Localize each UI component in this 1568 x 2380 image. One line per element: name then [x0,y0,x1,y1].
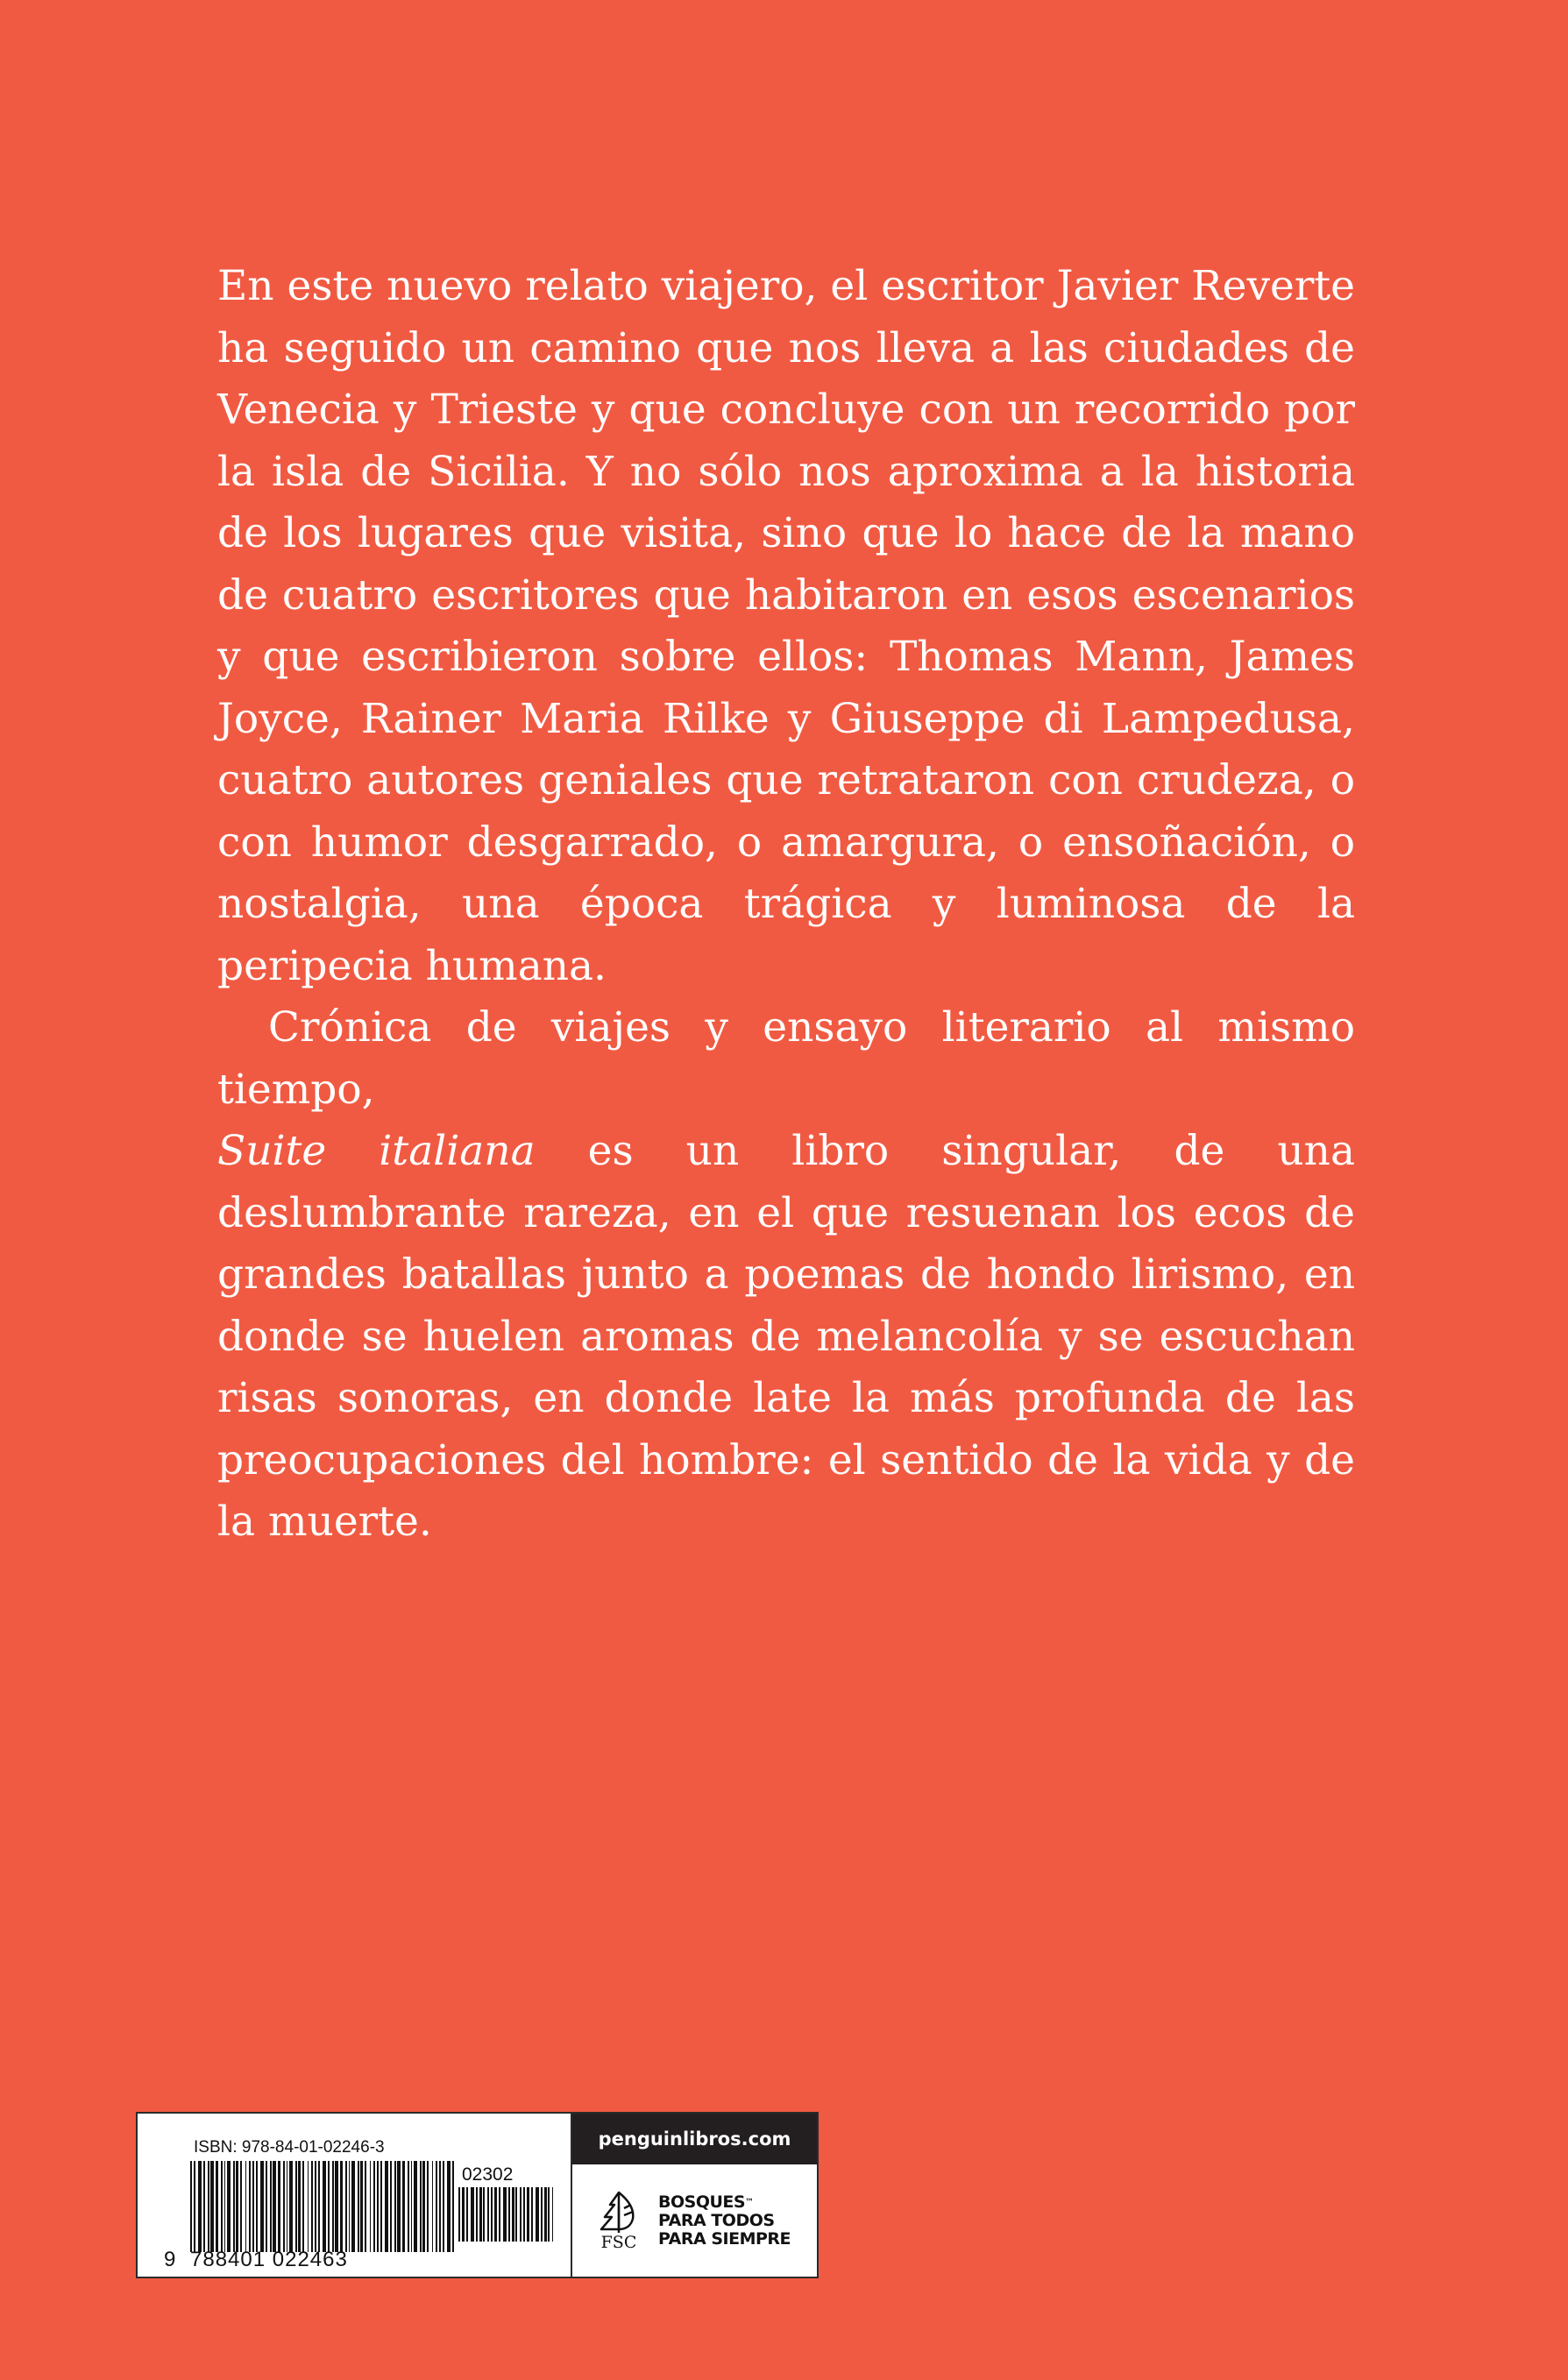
fsc-certification [572,2164,817,2277]
fsc-slogan-line-2: PARA TODOS [658,2210,775,2230]
blurb-paragraph-2-start: Crónica de viajes y ensayo literario al mismo tiempo, [217,1003,1355,1114]
book-title: Suite italiana [217,1127,536,1175]
ean-lead-digit: 9 [164,2248,177,2271]
ean-left-digits: 788401 [190,2248,266,2271]
fsc-slogan-line-3: PARA SIEMPRE [658,2228,791,2249]
publisher-url: penguinlibros.com [572,2114,817,2164]
fsc-logo [588,2189,649,2252]
ean-digits [164,2248,348,2272]
barcode-icon [190,2161,455,2252]
fsc-slogan-line-1: BOSQUES [658,2192,746,2212]
fsc-tree-icon [592,2189,645,2235]
barcode-panel [138,2114,572,2277]
blurb-paragraph-2-end: es un libro singular, de una deslumbrante rareza, en el que resuenan los ecos de grandes batallas junto a poemas de hondo lirismo, en donde se huelen aromas de melancolía y se escuchan risas sonoras, en donde late la más profunda de las preocupaciones del hombre: el sentido de la vida y de la muerte. [217,1127,1355,1546]
blurb-paragraph-2 [217,997,1355,1554]
addon-barcode-icon [458,2187,553,2242]
blurb-paragraph-1 [217,256,1355,997]
trademark-mark: ™ [745,2197,754,2207]
isbn-label: ISBN: 978-84-01-02246-3 [194,2138,385,2157]
publisher-panel [572,2114,817,2277]
ean-right-digits: 022463 [272,2248,348,2271]
fsc-label: FSC [600,2233,637,2252]
back-cover-blurb [217,256,1355,1554]
barcode-addon-code: 02302 [462,2164,514,2185]
blurb-paragraph-1-text: En este nuevo relato viajero, el escritor Javier Reverte ha seguido un camino que nos lleva a las ciudades de Venecia y Trieste y que concluye con un recorrido por la isla de Sicilia. Y no sólo nos aproxima a la historia de los lugares que visita, sino que lo hace de la mano de cuatro escritores que habitaron en esos escenarios y que escribieron sobre ellos: Thomas Mann, James Joyce, Rainer Maria Rilke y Giuseppe di Lampedusa, cuatro autores geniales que retrataron con crudeza, o con humor desgarrado, o amargura, o ensoñación, o nostalgia, una época trágica y luminosa de la peripecia humana. [217,262,1355,990]
fsc-slogan [658,2193,791,2249]
barcode-box [136,2112,819,2278]
